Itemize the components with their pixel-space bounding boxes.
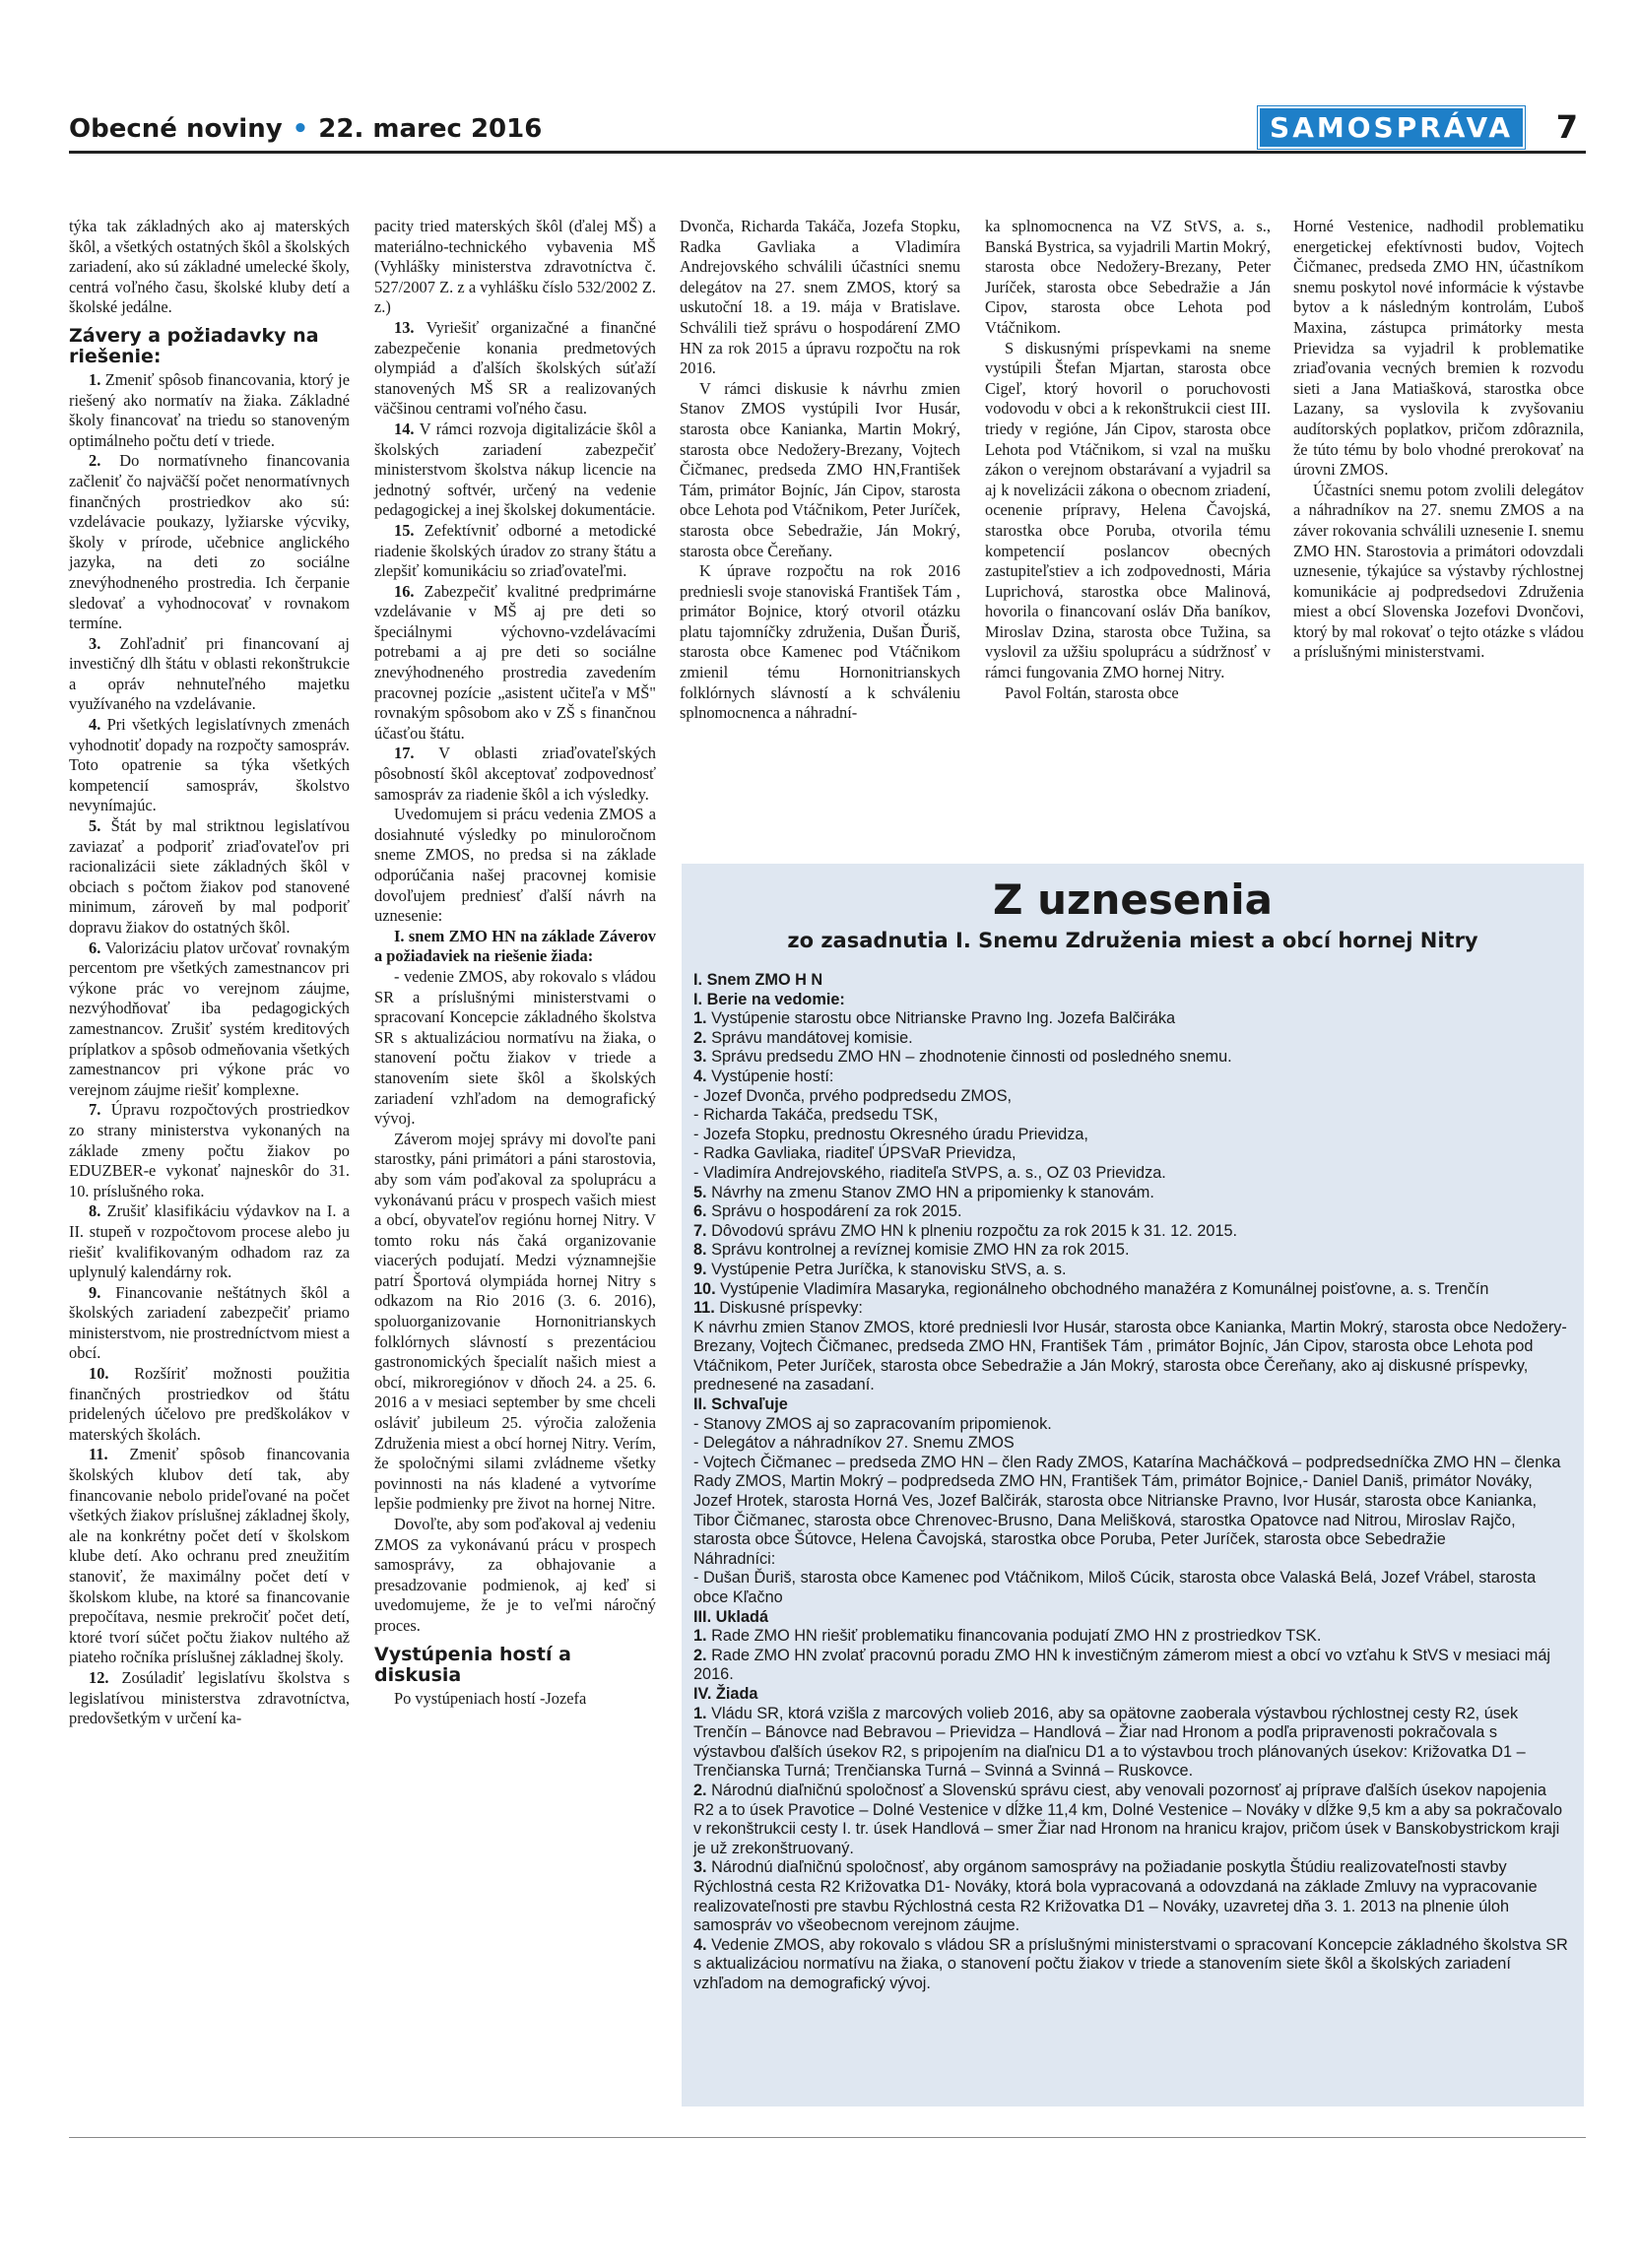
resolution-item <box>693 1319 1570 1395</box>
paragraph-text: Zmeniť spôsob financovania školských klubov detí tak, aby financovanie nebolo prideľované na počet všetkých žiakov príslušnej základnej školy, ale na konkrétny počet detí v školskom klube detí. Ako ochranu pred zneužitím stanoviť, že maximálny počet detí v školskom klube, na ktoré sa financovanie prepočítava, nesmie prekročiť počet detí, ktoré tvorí súčet počtu žiakov nultého až piateho ročníka príslušnej základnej školy. <box>69 1445 350 1667</box>
resolution-item <box>693 1164 1570 1184</box>
paragraph <box>985 217 1271 339</box>
paragraph-text: Zrušiť klasifikáciu výdavkov na I. a II. stupeň v rozpočtovom procese alebo ju riešiť kvalifikovaným odhadom raz za uplynulý kalendárny rok. <box>69 1201 350 1282</box>
item-number: 12. <box>89 1667 109 1687</box>
paragraph <box>69 1668 350 1729</box>
resolution-item <box>693 1454 1570 1550</box>
item-number: 5. <box>89 816 101 836</box>
resolution-item <box>693 1009 1570 1029</box>
resolution-text: Národnú diaľničnú spoločnosť a Slovenskú správu ciest, aby venovali pozornosť aj príprave ďalších úsekov napojenia R2 a to úsek Pravotice – Dolné Vestenice v dĺžke 11,4 km, Dolné Vestenice – Nováky v dĺžke 9,5 km a aby sa pokračovalo v rekonštrukcii cesty I. tr. úsek Handlová – smer Žiar nad Hronom na hranicu krajov, pričom úsek v Banskobystrickom kraji je už zrekonštruovaný. <box>693 1781 1563 1857</box>
resolution-item-number: 8. <box>693 1241 707 1260</box>
item-number: 4. <box>89 715 101 735</box>
resolution-item <box>693 1144 1570 1164</box>
resolution-text: - Delegátov a náhradníkov 27. Snemu ZMOS <box>693 1434 1015 1453</box>
resolution-text: Diskusné príspevky: <box>719 1299 863 1318</box>
resolution-heading <box>693 1685 1570 1705</box>
item-number: 11. <box>89 1445 108 1464</box>
paragraph-text: Úpravu rozpočtových prostriedkov zo strany ministerstva vykonaných na základe zmeny počtu žiakov po EDUZBER-e vykonať najneskôr do 31. 10. príslušného roka. <box>69 1100 350 1200</box>
paragraph <box>69 634 350 715</box>
paragraph-text: Financovanie neštátnych škôl a školských zariadení zabezpečiť priamo ministerstvom, nie prostredníctvom miest a obcí. <box>69 1282 350 1363</box>
resolution-item-number: 4. <box>693 1935 707 1954</box>
paragraph <box>985 339 1271 683</box>
section-label: SAMOSPRÁVA <box>1258 106 1525 149</box>
resolution-text: - Dušan Ďuriš, starosta obce Kamenec pod Vtáčnikom, Miloš Cúcik, starosta obce Valaská Belá, Jozef Vrábel, starosta obce Kľačno <box>693 1569 1537 1606</box>
resolution-item-number: 2. <box>693 1028 707 1047</box>
paragraph-text: Zosúladiť legislatívu školstva s legislatívou ministerstva zdravotníctva, predovšetkým v určení ka- <box>69 1667 350 1728</box>
item-number: 8. <box>89 1201 101 1221</box>
resolution-item <box>693 1106 1570 1126</box>
resolution-text: III. Ukladá <box>693 1607 769 1626</box>
publication-name: Obecné noviny <box>69 114 283 144</box>
resolution-item-number: 2. <box>693 1781 707 1799</box>
resolution-text: I. Berie na vedomie: <box>693 990 845 1008</box>
resolution-item <box>693 1550 1570 1570</box>
item-number: 15. <box>394 520 415 540</box>
paragraph <box>69 1364 350 1445</box>
resolution-body <box>693 971 1570 1993</box>
page-number: 7 <box>1555 108 1578 146</box>
paragraph-text: Dovoľte, aby som poďakoval aj vedeniu ZMOS za vykonávanú prácu v prospech samosprávy, za obhajovanie a presadzovanie podmienok, aj keď si uvedomujeme, že je to veľmi náročný proces. <box>374 1515 656 1635</box>
subheading: Závery a požiadavky na riešenie: <box>69 324 319 367</box>
resolution-item-number: 2. <box>693 1646 707 1664</box>
resolution-title: Z uznesenia <box>993 875 1273 924</box>
resolution-item <box>693 1241 1570 1261</box>
resolution-subtitle: zo zasadnutia I. Snemu Združenia miest a obcí hornej Nitry <box>787 929 1478 952</box>
paragraph-text: - vedenie ZMOS, aby rokovalo s vládou SR a príslušnými ministerstvami o spracovaní Koncepcie základného školstva SR s aktualizáciou normatívu na žiaka, o stanovení počtu žiakov v triede a stanovením siete škôl a školských zariadení vzhľadom na demografický vývoj. <box>374 966 656 1129</box>
resolution-item-number: 1. <box>693 1704 707 1722</box>
paragraph <box>680 379 960 561</box>
paragraph-text: Po vystúpeniach hostí -Jozefa <box>394 1688 587 1708</box>
paragraph <box>680 217 960 379</box>
paragraph <box>69 816 350 939</box>
paragraph <box>374 217 656 318</box>
resolution-box <box>682 864 1584 2106</box>
resolution-text: Vládu SR, ktorá vzišla z marcových volieb 2016, aby sa opätovne zaoberala výstavbou rýchlostnej cesty R2, úsek Trenčín – Bánovce nad Bebravou – Prievidza – Handlová – Žiar nad Hronom a podľa pripravenosti pokračovala s výstavbou ďalších úsekov R2, s pripojením na diaľnicu D1 a to výstavbou troch plánovaných úsekov: Križovatka D1 – Trenčianska Turná; Trenčianska Turná – Svinná a Svinná – Ruskovce. <box>693 1704 1526 1781</box>
paragraph-text: Rozšíriť možnosti použitia finančných prostriedkov od štátu pridelených účelovo pre predškolákov v materských školách. <box>69 1364 350 1444</box>
resolution-text: - Richarda Takáča, predsedu TSK, <box>693 1106 939 1125</box>
paragraph-text: ka splnomocnenca na VZ StVS, a. s., Banská Bystrica, sa vyjadrili Martin Mokrý, starosta obce Nedožery-Brezany, Peter Juríček, starosta obce Sebedražie a Ján Cipov, starosta obce Lehota pod Vtáčnikom. <box>985 217 1271 337</box>
paragraph <box>374 420 656 521</box>
paragraph-text: Záverom mojej správy mi dovoľte pani starostky, páni primátori a páni starostovia, aby som vám poďakoval za spoluprácu a vykonávanú prácu v prospech vašich miest a obcí, obyvateľov regiónu hornej Nitry. V tomto roku nás čaká organizovanie viacerých podujatí. Medzi významnejšie patrí Športová olympiáda hornej Nitry s odkazom na Rio 2016 (3. 6. 2016), spoluorganizovanie Hornonitrianskych folklórnych slávností s prezentáciou gastronomických špecialít našich miest a obcí, mikroregiónov v dňoch 24. a 25. 6. 2016 a v mesiaci september by sme chceli osláviť jubileum 25. výročia založenia Združenia miest a obcí hornej Nitry. Verím, že spoločnými silami zvládneme všetky povinnosti na nás kladené a vytvoríme lepšie podmienky pre život na hornej Nitre. <box>374 1129 656 1514</box>
item-number: 14. <box>394 419 415 438</box>
resolution-item <box>693 1415 1570 1435</box>
paragraph-text: Pri všetkých legislatívnych zmenách vyhodnotiť dopady na rozpočty samospráv. Toto opatrenie sa týka všetkých kompetencií samospráv, školstvo nevynímajúc. <box>69 715 350 815</box>
resolution-item <box>693 1627 1570 1647</box>
resolution-item-number: 10. <box>693 1279 716 1298</box>
resolution-item <box>693 1299 1570 1319</box>
paragraph-text: Dvonča, Richarda Takáča, Jozefa Stopku, Radka Gavliaka a Vladimíra Andrejovského schválili účastníci snemu delegátov na 27. snem ZMOS, ktorý sa uskutoční 18. a 19. mája v Bratislave. Schválili tiež správu o hospodárení ZMO HN za rok 2015 a úpravu rozpočtu na rok 2016. <box>680 217 960 378</box>
resolution-item <box>693 1222 1570 1242</box>
paragraph <box>374 805 656 927</box>
item-number: 2. <box>89 451 101 471</box>
paragraph <box>1293 481 1584 663</box>
article-column-5 <box>1293 217 1584 663</box>
paragraph-text: Do normatívneho financovania začleniť čo najväčší počet nenormatívnych finančných prostriedkov ako sú: vzdelávacie poukazy, lyžiarske výcviky, školy v prírode, učebnice anglického jazyka, na deti zo sociálne znevýhodneného prostredia. Ich čerpanie sledovať a vyhodnocovať v rovnakom termíne. <box>69 451 350 633</box>
paragraph-text: Horné Vestenice, nadhodil problematiku energetickej efektívnosti budov, Vojtech Čičmanec, predseda ZMO HN, účastníkom snemu poskytol nové informácie k výstavbe bytov a k následným kontrolám, Ľuboš Maxina, zástupca primátorky mesta Prievidza sa vyjadril k problematike zriaďovania vecných bremien k rozvodu sieti a Jana Matiašková, starostka obce Lazany, sa vyslovila k zvyšovaniu audítorských poplatkov, pričom zdôraznila, že túto tému by bolo vhodné prerokovať na úrovni ZMOS. <box>1293 217 1584 480</box>
paragraph-text: týka tak základných ako aj materských škôl, a všetkých ostatných škôl a školských zariadení, ako sú základné umelecké školy, centrá voľného času, školské kluby detí a školské jedálne. <box>69 217 350 317</box>
resolution-item-number: 1. <box>693 1627 707 1646</box>
resolution-item <box>693 1261 1570 1280</box>
resolution-heading <box>693 1395 1570 1415</box>
paragraph-text: Zmeniť spôsob financovania, ktorý je riešený ako normatív na žiaka. Základné školy financovať na triedu so stanoveným optimálneho počtu detí v triede. <box>69 369 350 450</box>
paragraph <box>680 561 960 724</box>
resolution-text: - Jozef Dvonča, prvého podpredsedu ZMOS, <box>693 1086 1013 1105</box>
resolution-item <box>693 1126 1570 1145</box>
resolution-item <box>693 1858 1570 1935</box>
paragraph <box>374 927 656 967</box>
resolution-text: - Vojtech Čičmanec – predseda ZMO HN – člen Rady ZMOS, Katarína Macháčková – podpredsedníčka ZMO HN – členka Rady ZMOS, Martin Mokrý – podpredseda ZMO HN, František Tám, primátor Bojnice,- Daniel Daniš, primátor Nováky, Jozef Hrotek, starosta Horná Ves, Jozef Balčirák, starosta obce Nitrianske Pravno, Ivor Husár, starosta obce Kanianka, Tibor Čičmanec, starosta obce Chrenovec-Brusno, Dana Melišková, starostka Opatovce nad Nitrou, Miroslav Rajčo, starosta obce Šútovce, Helena Čavojská, starostka obce Poruba, Peter Juríček, starosta obce Sebedražie <box>693 1453 1561 1549</box>
resolution-heading <box>693 1608 1570 1628</box>
resolution-text: Návrhy na zmenu Stanov ZMO HN a pripomienky k stanovám. <box>711 1183 1154 1201</box>
resolution-item-number: 1. <box>693 1009 707 1028</box>
item-number: 10. <box>89 1364 109 1384</box>
paragraph-text: Zabezpečiť kvalitné predprimárne vzdelávanie v MŠ aj pre deti so špeciálnymi výchovno-vzdelávacími potrebami a aj pre deti so sociálne znevýhodneného prostredia zavedením pracovnej pozície „asistent učiteľa v MŠ" rovnakým spôsobom ako v ZŠ s finančnou účasťou štátu. <box>374 581 656 743</box>
resolution-text: Rade ZMO HN zvolať pracovnú poradu ZMO HN k investičným zámerom miest a obcí vo vzťahu k StVS v mesiaci máj 2016. <box>693 1646 1550 1684</box>
item-number: 17. <box>394 744 415 763</box>
paragraph <box>69 1445 350 1668</box>
item-number: 7. <box>89 1100 101 1120</box>
item-number: 9. <box>89 1282 101 1302</box>
article-column-2 <box>374 217 656 1709</box>
resolution-text: Vystúpenie Petra Juríčka, k stanovisku StVS, a. s. <box>711 1260 1067 1278</box>
resolution-item-number: 11. <box>693 1299 715 1318</box>
paragraph <box>374 1689 656 1710</box>
paragraph <box>374 1515 656 1637</box>
paragraph-text: S diskusnými príspevkami na sneme vystúpili Štefan Mjartan, starosta obce Cigeľ, ktorý hovoril o poruchovosti vodovodu v obci a k rekonštrukcii ciest III. triedy v regióne, Ján Cipov, starosta obce Lehota pod Vtáčnikom, si vzal na mušku zákon o verejnom obstarávaní a vyjadril sa aj k novelizácii zákona o obecnom zriadení, ocenenie prípravy, Helena Čavojská, starostka obce Poruba, otvorila tému kompetencií poslancov obecných zastupiteľstiev a ich zodpovednosti, Mária Luprichová, starostka obce Malinová, hovorila o financovaní osláv Dňa baníkov, Miroslav Dzina, starosta obce Tužina, sa vyslovil za užšiu spoluprácu a súdržnosť v rámci fungovania ZMO hornej Nitry. <box>985 338 1271 682</box>
paragraph-text: Uvedomujem si prácu vedenia ZMOS a dosiahnuté výsledky po minuloročnom sneme ZMOS, no predsa si na základe odporúčania našej pracovnej komisie dovoľujem predniesť ďalší návrh na uznesenie: <box>374 805 656 926</box>
resolution-item <box>693 1936 1570 1994</box>
paragraph <box>374 1130 656 1515</box>
item-number: 3. <box>89 633 101 653</box>
paragraph <box>69 1201 350 1282</box>
paragraph-text: Zohľadniť pri financovaní aj investičný dlh štátu v oblasti rekonštrukcie a opráv nehnuteľného majetku využívaného na vzdelávanie. <box>69 633 350 714</box>
resolution-text: I. Snem ZMO H N <box>693 971 823 989</box>
resolution-text: - Radka Gavliaka, riaditeľ ÚPSVaR Prievidza, <box>693 1144 1017 1163</box>
paragraph-text: I. snem ZMO HN na základe Záverov a požiadaviek na riešenie žiada: <box>374 926 656 966</box>
paragraph <box>69 370 350 451</box>
resolution-item <box>693 1184 1570 1203</box>
resolution-item <box>693 1029 1570 1049</box>
resolution-text: - Jozefa Stopku, prednostu Okresného úradu Prievidza, <box>693 1125 1088 1143</box>
resolution-text: Správu kontrolnej a revíznej komisie ZMO HN za rok 2015. <box>711 1241 1130 1260</box>
paragraph-text: K úprave rozpočtu na rok 2016 prednieslі svoje stanoviská František Tám , primátor Bojnice, ktorý otvoril otázku platu tajomníčky združenia, Dušan Ďuriš, starosta obce Kamenec pod Vtáčnikom zmienil tému Hornonitrianskych folklórnych slávností a k schváleniu splnomocnenca a náhradní- <box>680 561 960 723</box>
resolution-item-number: 7. <box>693 1221 707 1240</box>
resolution-item <box>693 1068 1570 1087</box>
paragraph-text: V rámci rozvoja digitalizácie škôl a školských zariadení zabezpečiť ministerstvom školstva nákup licencie na jednotný softvér, určený na vedenie pedagogickej a inej školskej dokumentácie. <box>374 419 656 520</box>
paragraph <box>69 715 350 816</box>
paragraph <box>374 582 656 745</box>
article-column-3 <box>680 217 960 724</box>
resolution-text: Správu mandátovej komisie. <box>711 1028 913 1047</box>
paragraph-text: Valorizáciu platov určovať rovnakým percentom pre všetkých zamestnancov pri výkone prác vo verejnom záujme, nezvýhodňovať iba pedagogických zamestnancov. Zrušiť systém kreditových príplatkov a spôsob odmeňovania všetkých zamestnancov pri výkone prác vo verejnom záujme riešiť komplexne. <box>69 938 350 1099</box>
resolution-text: Vystúpenie Vladimíra Masaryka, regionálneho obchodného manažéra z Komunálnej poisťovne, a. s. Trenčín <box>720 1279 1489 1298</box>
item-number: 13. <box>394 317 415 337</box>
resolution-text: K návrhu zmien Stanov ZMOS, ktoré predniesli Ivor Husár, starosta obce Kanianka, Martin Mokrý, starosta obce Nedožery-Brezany, Vojtech Čičmanec, predseda ZMO HN, František Tám , primátor Bojníc, Ján Cipov, starosta obce Lehota pod Vtáčnikom, Peter Juríček, starosta obce Sebedražie a Ján Mokrý, starosta obce Čereňany, ako aj diskusné príspevky, prednesené na zasadaní. <box>693 1318 1567 1394</box>
resolution-text: IV. Žiada <box>693 1684 758 1703</box>
resolution-text: Náhradníci: <box>693 1549 776 1568</box>
paragraph-text: Pavol Foltán, starosta obce <box>1005 682 1179 702</box>
header-rule <box>69 151 1586 154</box>
paragraph <box>374 318 656 420</box>
resolution-item <box>693 1705 1570 1782</box>
paragraph-text: Vyriešiť organizačné a finančné zabezpečenie konania predmetových olympiád a ďalších školských súťaží stanovených MŠ SR a realizovaných väčšinou centrami voľného času. <box>374 317 656 419</box>
resolution-text: Správu predsedu ZMO HN – zhodnotenie činnosti od posledného snemu. <box>711 1048 1232 1067</box>
resolution-text: Vystúpenie hostí: <box>711 1067 834 1085</box>
paragraph-text: Zefektívniť odborné a metodické riadenie školských úradov zo strany štátu a zlepšiť komunikáciu so zriaďovateľmi. <box>374 520 656 581</box>
article-column-4 <box>985 217 1271 703</box>
resolution-item-number: 3. <box>693 1048 707 1067</box>
paragraph <box>69 1283 350 1364</box>
paragraph-text: Štát by mal striktnou legislatívou zaviazať a podporiť zriaďovateľov pri racionalizácii siete základných škôl v obciach s počtom žiakov pod stanovené minimum, zároveň by mal podporiť dopravu žiakov do ostatných škôl. <box>69 816 350 937</box>
paragraph-text: V oblasti zriaďovateľských pôsobností škôl akceptovať zodpovednosť samospráv za riadenie škôl a ich výsledky. <box>374 744 656 804</box>
paragraph <box>69 217 350 318</box>
footer-rule <box>69 2137 1586 2138</box>
subheading: Vystúpenia hostí a diskusia <box>374 1643 571 1686</box>
resolution-text: Vystúpenie starostu obce Nitrianske Pravno Ing. Jozefa Balčiráka <box>711 1009 1176 1028</box>
resolution-item <box>693 1280 1570 1300</box>
resolution-text: Dôvodovú správu ZMO HN k plneniu rozpočtu za rok 2015 k 31. 12. 2015. <box>711 1221 1238 1240</box>
resolution-item-number: 3. <box>693 1858 707 1877</box>
resolution-item-number: 9. <box>693 1260 707 1278</box>
item-number: 1. <box>89 369 101 389</box>
paragraph <box>69 1100 350 1201</box>
resolution-text: - Vladimíra Andrejovského, riaditeľa StVPS, a. s., OZ 03 Prievidza. <box>693 1163 1166 1182</box>
paragraph <box>374 521 656 582</box>
paragraph-text: V rámci diskusie k návrhu zmien Stanov ZMOS vystúpili Ivor Husár, starosta obce Kanianka, Martin Mokrý, starosta obce Nedožery-Brezany, Vojtech Čičmanec, predseda ZMO HN,František Tám, primátor Bojníc, Ján Cipov, starosta obce Lehota pod Vtáčnikom, Peter Juríček, starosta obce Sebedražie, Ján Mokrý, starosta obce Čereňany. <box>680 378 960 560</box>
resolution-text: Správu o hospodárení za rok 2015. <box>711 1202 962 1221</box>
resolution-item-number: 5. <box>693 1183 707 1201</box>
paragraph <box>374 744 656 805</box>
resolution-item <box>693 1202 1570 1222</box>
paragraph <box>1293 217 1584 481</box>
resolution-text: Vedenie ZMOS, aby rokovalo s vládou SR a príslušnými ministerstvami o spracovaní Koncepcie základného školstva SR s aktualizáciou normatívu na žiaka, o stanovení počtu žiakov v triede a stanovením siete škôl a školských zariadení vzhľadom na demografický vývoj. <box>693 1935 1568 1992</box>
resolution-text: II. Schvaľuje <box>693 1395 788 1414</box>
article-column-1 <box>69 217 350 1729</box>
paragraph-text: Účastníci snemu potom zvolili delegátov a náhradníkov na 27. snemu ZMOS a na záver rokovania schválili uznesenie I. snemu ZMO HN. Starostovia a primátori odovzdali uznesenie, týkajúce sa výstavby rýchlostnej komunikácie aj podpredsedovi Združenia miest a obcí Slovenska Jozefovi Dvončovi, ktorý by mal rokovať o tejto otázke s vládou a príslušnými ministerstvami. <box>1293 480 1584 662</box>
resolution-item <box>693 1569 1570 1607</box>
resolution-text: Národnú diaľničnú spoločnosť, aby orgánom samosprávy na požiadanie poskytla Štúdiu realizovateľnosti stavby Rýchlostná cesta R2 Križovatka D1- Nováky, ktorá bola vypracovaná a odovzdaná na základe Zmluvy na vypracovanie realizovateľnosti pre stavbu Rýchlostná cesta R2 Križovatka D1 – Nováky, uzavretej dňa 3. 1. 2013 na plnenie úloh samospráv vo všeobecnom verejnom záujme. <box>693 1858 1538 1935</box>
resolution-item <box>693 1434 1570 1454</box>
resolution-item <box>693 1087 1570 1107</box>
resolution-item-number: 4. <box>693 1067 707 1085</box>
resolution-heading <box>693 991 1570 1010</box>
separator-dot: • <box>292 114 309 144</box>
paragraph <box>374 967 656 1130</box>
item-number: 16. <box>394 581 415 601</box>
page-header <box>69 106 1586 152</box>
resolution-heading <box>693 971 1570 991</box>
paragraph <box>69 939 350 1101</box>
resolution-item <box>693 1647 1570 1685</box>
paragraph <box>985 683 1271 704</box>
publication-line <box>69 114 542 144</box>
resolution-item <box>693 1782 1570 1858</box>
item-number: 6. <box>89 938 101 957</box>
resolution-item-number: 6. <box>693 1202 707 1221</box>
paragraph <box>69 451 350 633</box>
resolution-item <box>693 1048 1570 1068</box>
resolution-text: Rade ZMO HN riešiť problematiku financovania podujatí ZMO HN z prostriedkov TSK. <box>711 1627 1322 1646</box>
paragraph-text: pacity tried materských škôl (ďalej MŠ) a materiálno-technického vybavenia MŠ (Vyhlášky ministerstva zdravotníctva č. 527/2007 Z. z a vyhlášku číslo 532/2002 Z. z.) <box>374 217 656 317</box>
issue-date: 22. marec 2016 <box>318 114 543 144</box>
resolution-text: - Stanovy ZMOS aj so zapracovaním pripomienok. <box>693 1414 1052 1433</box>
